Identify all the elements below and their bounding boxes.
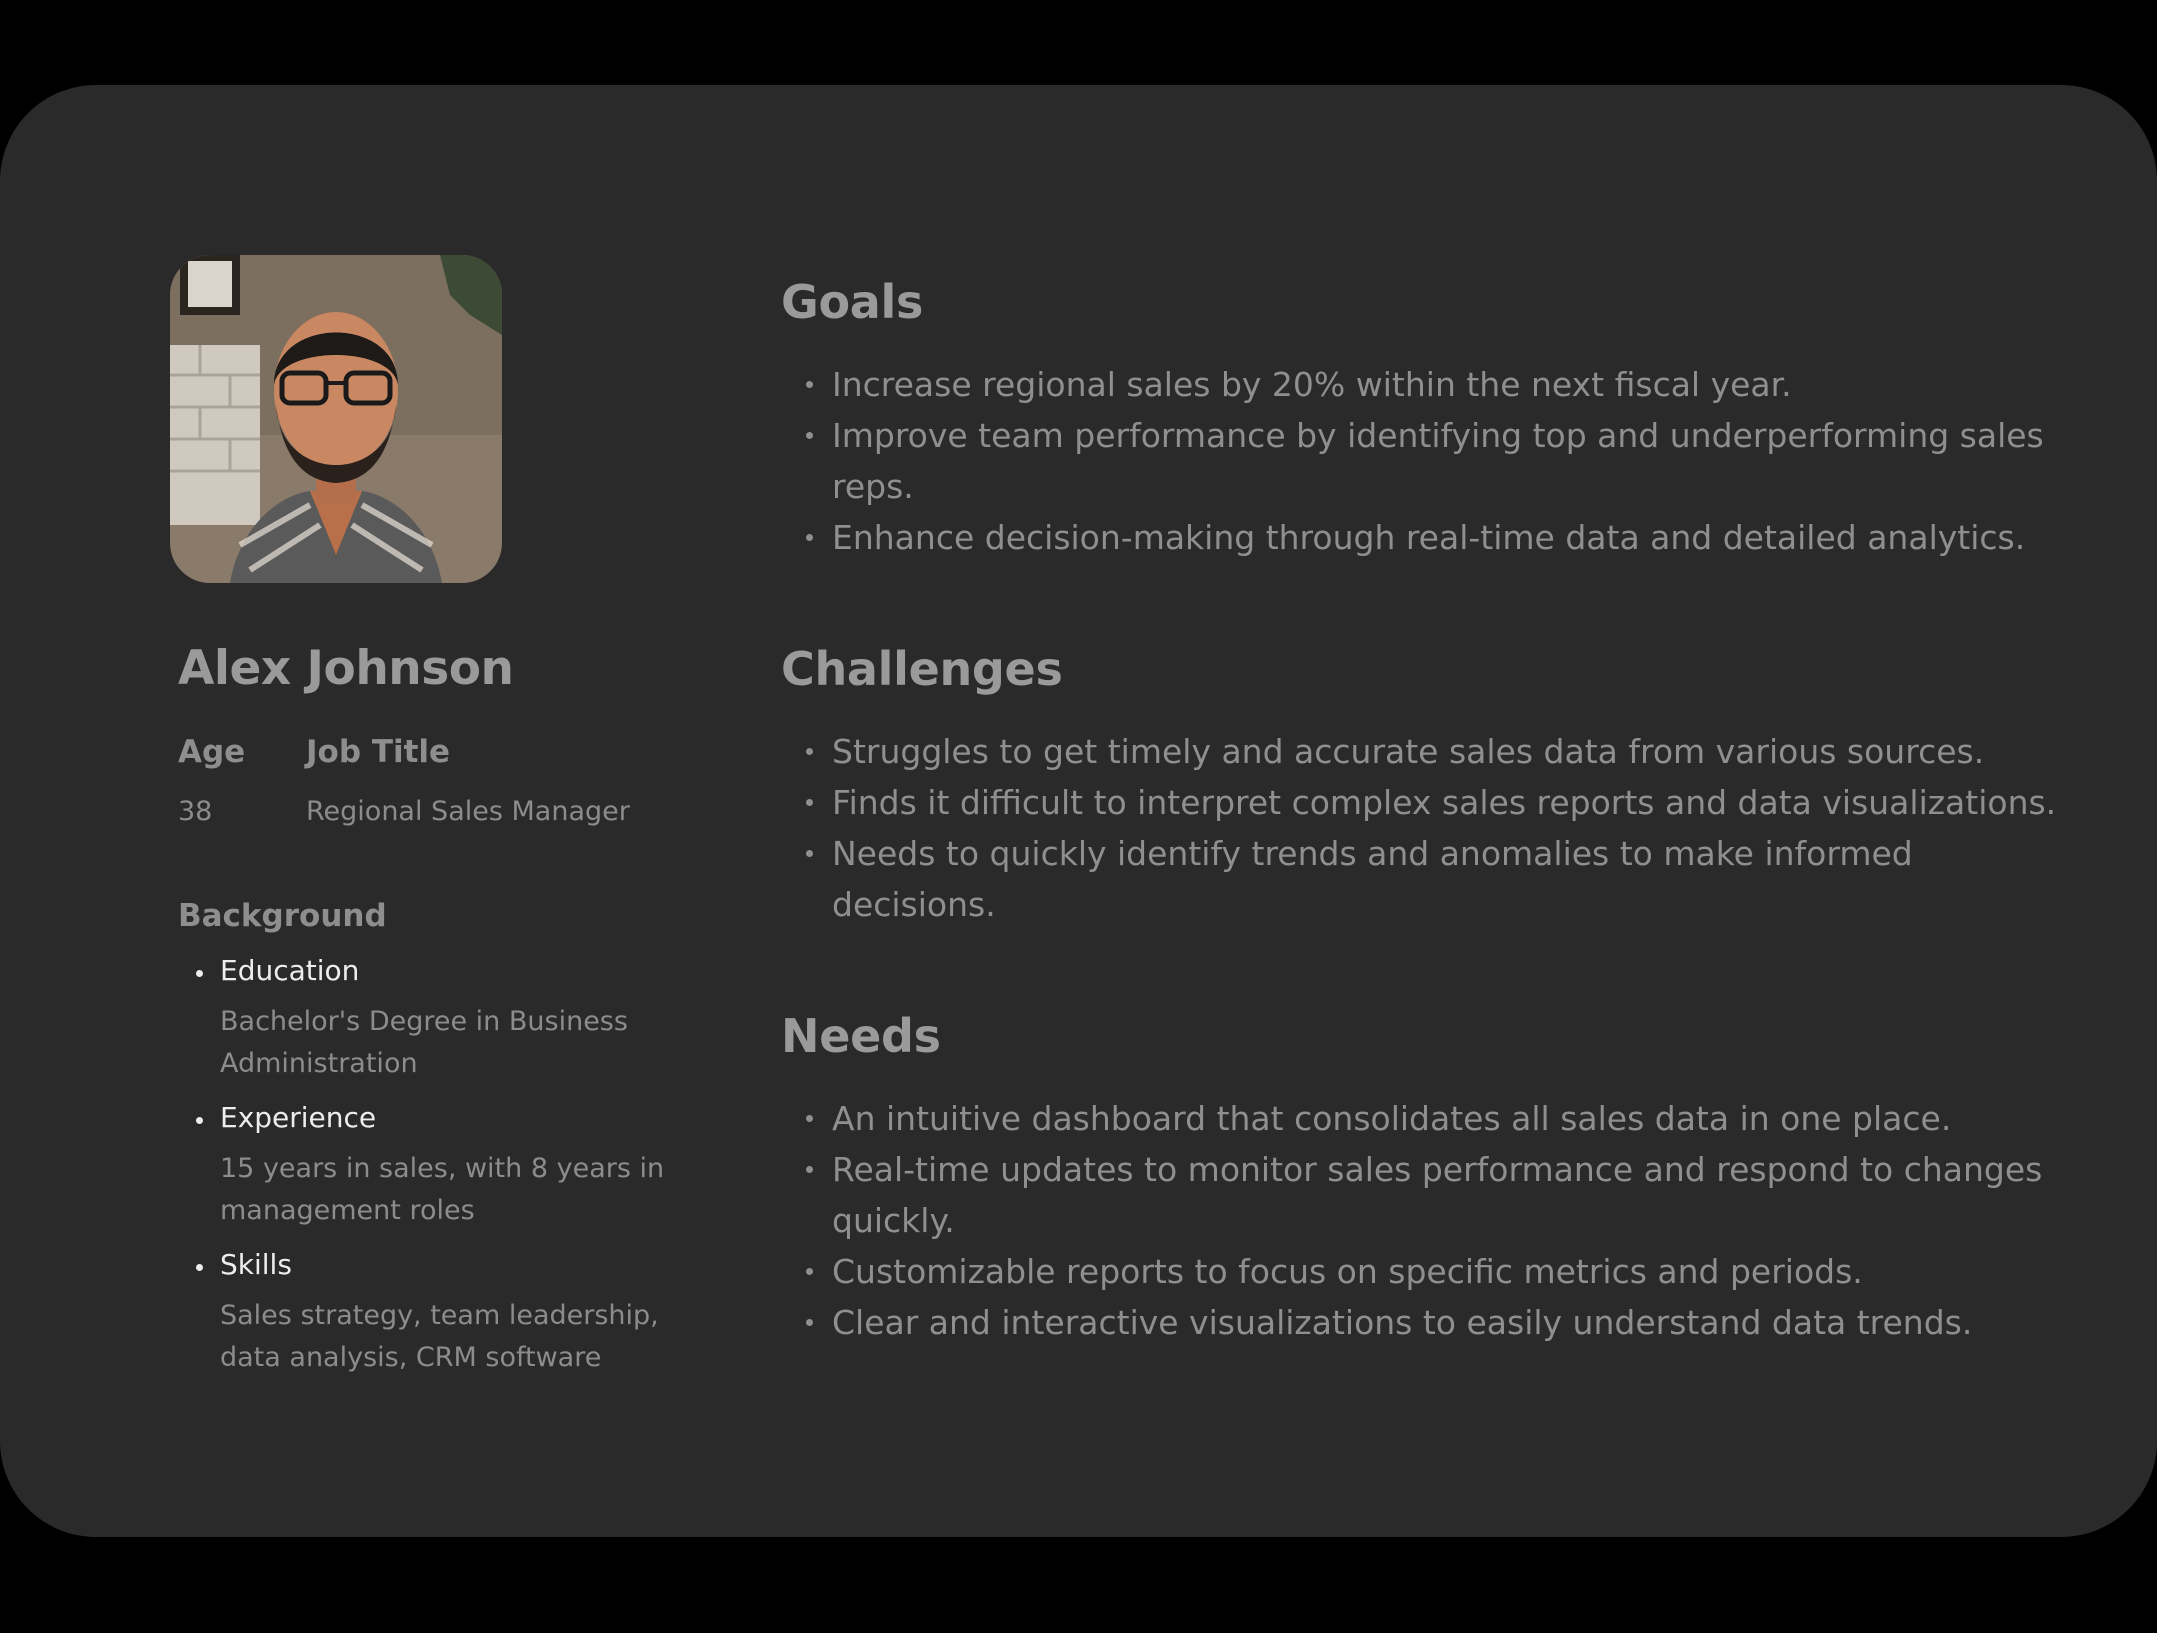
- age-field: [178, 734, 245, 827]
- list-item: Improve team performance by identifying top and underperforming sales reps.: [832, 410, 2061, 512]
- goals-list: [781, 359, 2061, 563]
- profile-photo: [170, 255, 502, 583]
- job-title-value: Regional Sales Manager: [306, 796, 630, 827]
- list-item: Customizable reports to focus on specific metrics and periods.: [832, 1246, 2061, 1297]
- bullet-icon: [806, 1115, 813, 1122]
- bullet-icon: [806, 381, 813, 388]
- list-item: Increase regional sales by 20% within the next fiscal year.: [832, 359, 2061, 410]
- job-title-label: Job Title: [306, 734, 451, 770]
- goals-title: Goals: [781, 275, 924, 329]
- challenges-title: Challenges: [781, 642, 1063, 696]
- bullet-icon: [806, 1319, 813, 1326]
- bullet-icon: [196, 1264, 203, 1271]
- background-item-desc: Sales strategy, team leadership, data analysis, CRM software: [220, 1300, 659, 1373]
- goals-section: [781, 275, 2061, 563]
- background-item-desc: 15 years in sales, with 8 years in management roles: [220, 1153, 665, 1226]
- age-label: Age: [178, 734, 246, 770]
- list-item: Needs to quickly identify trends and anomalies to make informed decisions.: [832, 828, 2061, 930]
- persona-name: Alex Johnson: [178, 641, 514, 696]
- details-column: [781, 275, 2061, 1427]
- background-item-experience: [220, 1101, 730, 1232]
- background-item-label: Education: [220, 954, 360, 987]
- profile-column: [170, 255, 730, 1395]
- job-title-field: [306, 734, 630, 827]
- needs-list: [781, 1093, 2061, 1348]
- background-item-label: Experience: [220, 1101, 377, 1134]
- bullet-icon: [806, 748, 813, 755]
- persona-fields: [178, 734, 730, 844]
- background-list: [170, 954, 730, 1379]
- bullet-icon: [806, 432, 813, 439]
- needs-section: [781, 1009, 2061, 1348]
- list-item: Finds it difficult to interpret complex sales reports and data visualizations.: [832, 777, 2061, 828]
- background-title: Background: [178, 898, 387, 934]
- list-item: An intuitive dashboard that consolidates all sales data in one place.: [832, 1093, 2061, 1144]
- bullet-icon: [806, 534, 813, 541]
- challenges-list: [781, 726, 2061, 930]
- background-item-skills: [220, 1248, 730, 1379]
- background-item-education: [220, 954, 730, 1085]
- list-item: Clear and interactive visualizations to easily understand data trends.: [832, 1297, 2061, 1348]
- list-item: Real-time updates to monitor sales performance and respond to changes quickly.: [832, 1144, 2061, 1246]
- persona-card: [0, 85, 2157, 1537]
- bullet-icon: [806, 1166, 813, 1173]
- background-item-desc: Bachelor's Degree in Business Administration: [220, 1006, 628, 1079]
- challenges-section: [781, 642, 2061, 930]
- bullet-icon: [806, 1268, 813, 1275]
- bullet-icon: [196, 970, 203, 977]
- needs-title: Needs: [781, 1009, 941, 1063]
- list-item: Struggles to get timely and accurate sales data from various sources.: [832, 726, 2061, 777]
- background-item-label: Skills: [220, 1248, 292, 1281]
- list-item: Enhance decision-making through real-time data and detailed analytics.: [832, 512, 2061, 563]
- bullet-icon: [806, 850, 813, 857]
- bullet-icon: [196, 1117, 203, 1124]
- age-value: 38: [178, 796, 213, 827]
- bullet-icon: [806, 799, 813, 806]
